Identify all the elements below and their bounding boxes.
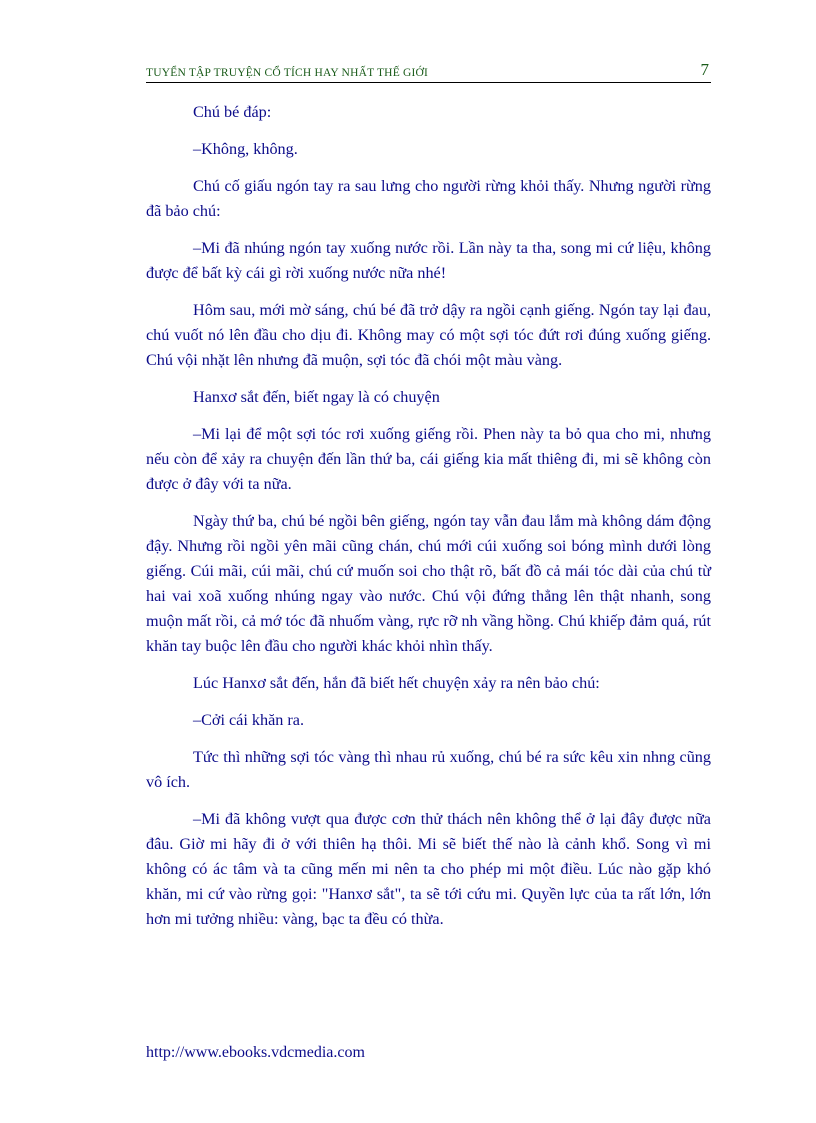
book-title: TUYỂN TẬP TRUYỆN CỔ TÍCH HAY NHẤT THẾ GIỚI (146, 67, 429, 79)
paragraph: –Mi lại để một sợi tóc rơi xuống giếng rồi. Phen này ta bỏ qua cho mi, nhưng nếu còn để xảy ra chuyện đến lần thứ ba, cái giếng kia mất thiêng đi, mi sẽ không còn được ở đây với ta nữa. (146, 425, 711, 493)
story-text (146, 100, 711, 944)
paragraph: –Mi đã nhúng ngón tay xuống nước rồi. Lần này ta tha, song mi cứ liệu, không được để bất kỳ cái gì rời xuống nước nữa nhé! (146, 239, 711, 282)
footer-url[interactable]: http://www.ebooks.vdcmedia.com (146, 1044, 365, 1061)
paragraph: –Cởi cái khăn ra. (193, 711, 305, 729)
paragraph: –Mi đã không vượt qua được cơn thử thách nên không thể ở lại đây được nữa đâu. Giờ mi hãy đi ở với thiên hạ thôi. Mi sẽ biết thế nào là cảnh khổ. Song vì mi không có ác tâm và ta cũng mến mi nên ta cho phép mi một điều. Lúc nào gặp khó khăn, mi cứ vào rừng gọi: "Hanxơ sắt", ta sẽ tới cứu mi. Quyền lực của ta rất lớn, lớn hơn mi tưởng nhiều: vàng, bạc ta đều có thừa. (146, 810, 711, 928)
page-number: 7 (700, 60, 709, 79)
paragraph: Chú bé đáp: (193, 103, 272, 121)
paragraph: Lúc Hanxơ sắt đến, hắn đã biết hết chuyện xảy ra nên bảo chú: (193, 674, 600, 692)
page-header (146, 60, 711, 83)
paragraph: Tức thì những sợi tóc vàng thì nhau rủ xuống, chú bé ra sức kêu xin nhng cũng vô ích. (146, 748, 711, 791)
paragraph: Hôm sau, mới mờ sáng, chú bé đã trở dậy ra ngồi cạnh giếng. Ngón tay lại đau, chú vuốt nó lên đầu cho dịu đi. Không may có một sợi tóc đứt rơi đúng xuống giếng. Chú vội nhặt lên nhưng đã muộn, sợi tóc đã chói một màu vàng. (146, 301, 711, 369)
paragraph: Hanxơ sắt đến, biết ngay là có chuyện (193, 388, 440, 406)
paragraph: Ngày thứ ba, chú bé ngồi bên giếng, ngón tay vẫn đau lắm mà không dám động đậy. Nhưng rồi ngồi yên mãi cũng chán, chú mới cúi xuống soi bóng mình dưới lòng giếng. Cúi mãi, cúi mãi, chú cứ muốn soi cho thật rõ, bất đồ cả mái tóc dài của chú từ hai vai xoã xuống nhúng ngay vào nước. Chú vội đứng thẳng lên thật nhanh, song muộn mất rồi, cả mớ tóc đã nhuốm vàng, rực rỡ nh vầng hồng. Chú khiếp đảm quá, rút khăn tay buộc lên đầu cho người khác khỏi nhìn thấy. (146, 512, 711, 655)
paragraph: –Không, không. (193, 140, 298, 158)
paragraph: Chú cố giấu ngón tay ra sau lưng cho người rừng khỏi thấy. Nhưng người rừng đã bảo chú: (146, 177, 711, 220)
